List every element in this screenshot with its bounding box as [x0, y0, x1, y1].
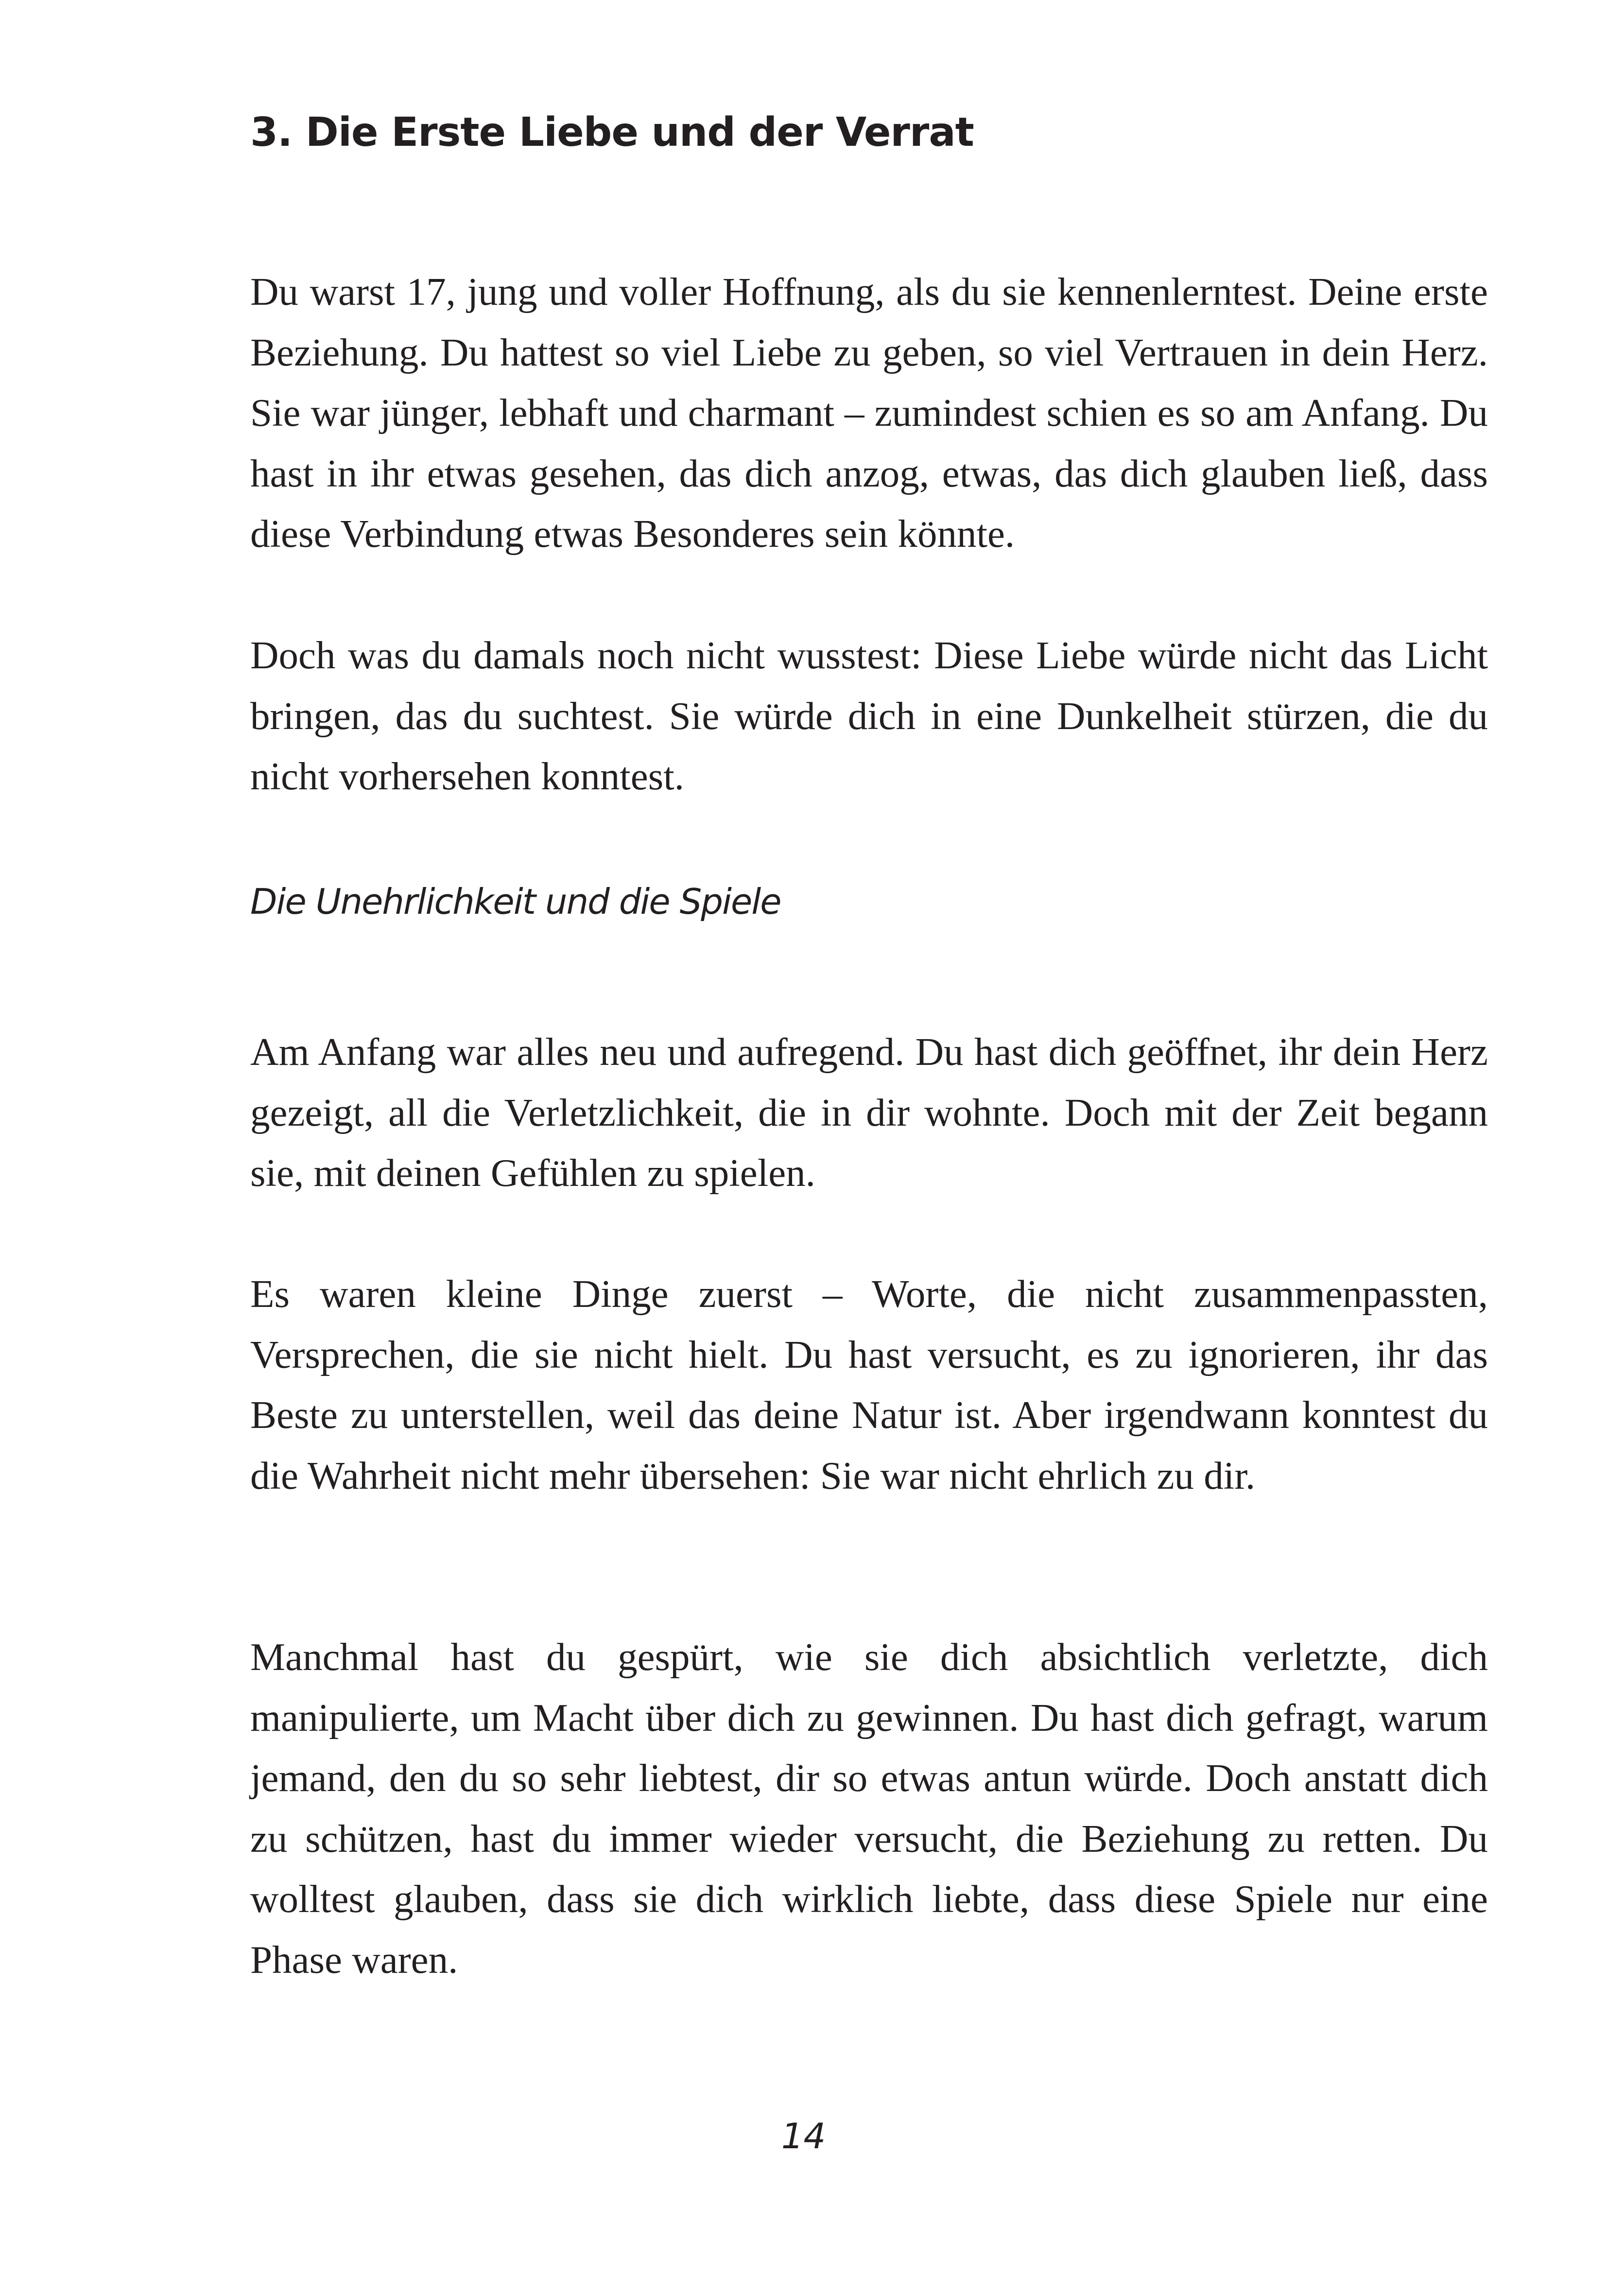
body-paragraph: Manchmal hast du gespürt, wie sie dich absichtlich verletzte, dich manipulierte, um Macht über dich zu gewinnen. Du hast dich gefragt, warum jemand, den du so sehr liebtest, dir so etwas antun würde. Doch anstatt dich zu schützen, hast du immer wieder versucht, die Beziehung zu retten. Du wolltest glauben, dass sie dich wirklich liebte, dass diese Spiele nur eine Phase waren. — [250, 1635, 1488, 1982]
body-paragraph: Doch was du damals noch nicht wusstest: Diese Liebe würde nicht das Licht bringen, das du suchtest. Sie würde dich in eine Dunkelheit stürzen, die du nicht vorhersehen konntest. — [250, 633, 1488, 798]
section-heading: Die Unehrlichkeit und die Spiele — [250, 881, 781, 922]
page-number: 14 — [781, 2116, 826, 2157]
chapter-title: 3. Die Erste Liebe und der Verrat — [250, 109, 974, 156]
body-paragraph: Es waren kleine Dinge zuerst – Worte, die nicht zusammenpassten, Versprechen, die sie nicht hielt. Du hast versucht, es zu ignorieren, ihr das Beste zu unterstellen, weil das deine Natur ist. Aber irgendwann konntest du die Wahrheit nicht mehr übersehen: Sie war nicht ehrlich zu dir. — [250, 1272, 1488, 1497]
body-paragraph: Du warst 17, jung und voller Hoffnung, als du sie kennenlerntest. Deine erste Beziehung. Du hattest so viel Liebe zu geben, so viel Vertrauen in dein Herz. Sie war jünger, lebhaft und charmant – zumindest schien es so am Anfang. Du hast in ihr etwas gesehen, das dich anzog, etwas, das dich glauben ließ, dass diese Verbindung etwas Besonderes sein könnte. — [250, 270, 1488, 556]
body-paragraph: Am Anfang war alles neu und aufregend. Du hast dich geöffnet, ihr dein Herz gezeigt, all die Verletzlichkeit, die in dir wohnte. Doch mit der Zeit begann sie, mit deinen Gefühlen zu spielen. — [250, 1030, 1488, 1195]
